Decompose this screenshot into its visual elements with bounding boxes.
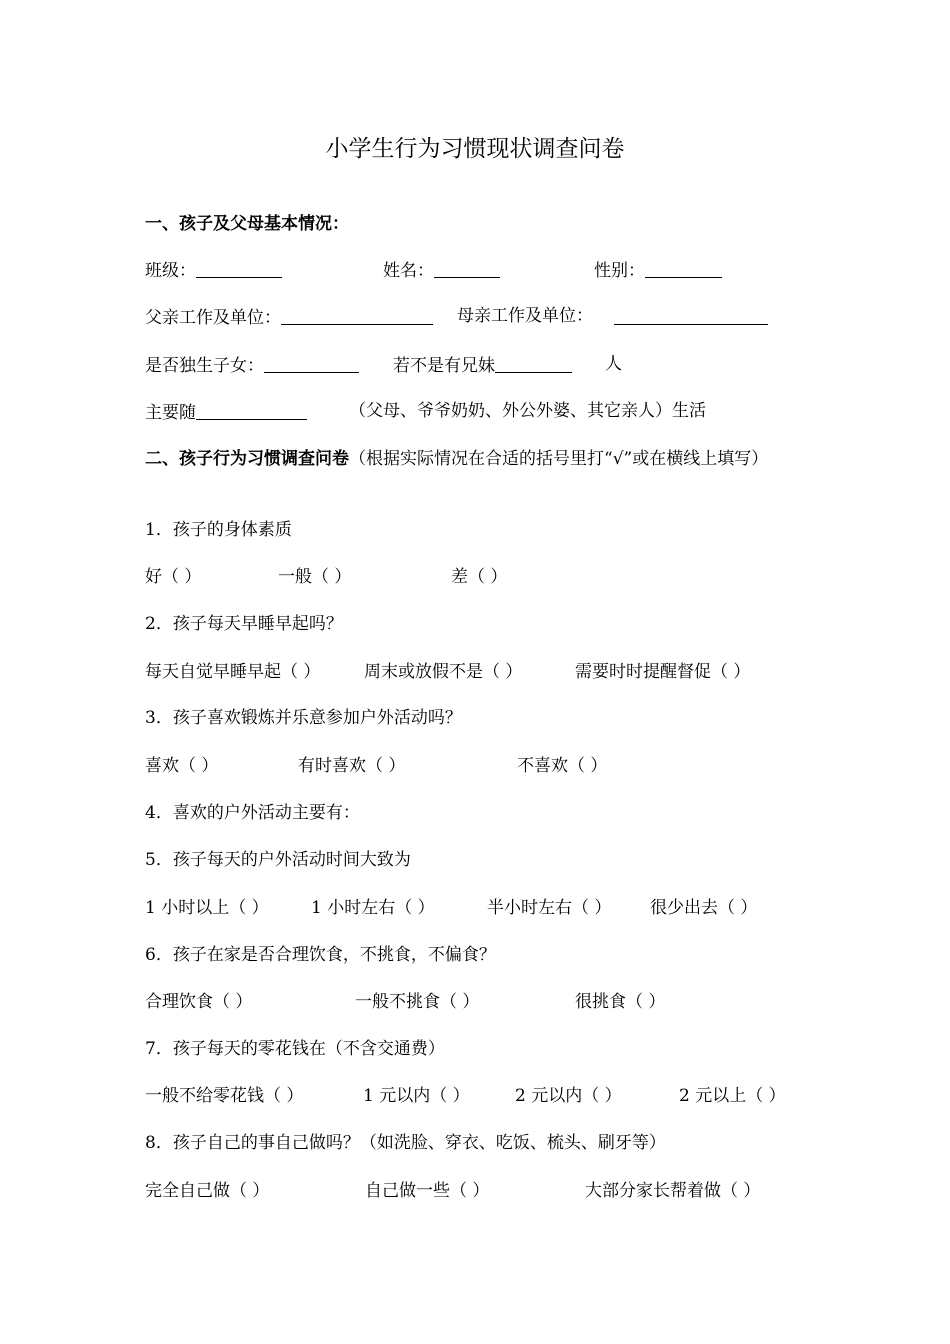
question-5-options xyxy=(145,895,845,921)
question-6-options xyxy=(145,989,845,1015)
question-7-options xyxy=(145,1083,845,1109)
question-8-options xyxy=(145,1178,845,1204)
section2-heading: 二、孩子行为习惯调查问卷 xyxy=(145,449,349,469)
question-3: 3．孩子喜欢锻炼并乐意参加户外活动吗？ xyxy=(145,708,462,728)
siblings-field[interactable] xyxy=(495,353,572,373)
q5-option-half-hour[interactable]: 半小时左右（ ） xyxy=(487,898,612,918)
q7-option-under-2[interactable]: 2 元以内（ ） xyxy=(515,1086,622,1106)
q8-option-parents-help[interactable]: 大部分家长帮着做（ ） xyxy=(585,1181,761,1201)
name-field[interactable] xyxy=(434,258,500,278)
question-1-options xyxy=(145,564,845,590)
only-child-row xyxy=(145,351,845,377)
q3-option-like[interactable]: 喜欢（ ） xyxy=(145,756,219,776)
live-with-label: 主要随 xyxy=(145,403,196,423)
section1-heading: 一、孩子及父母基本情况： xyxy=(145,214,349,234)
class-field[interactable] xyxy=(196,258,282,278)
live-with-row xyxy=(145,398,845,424)
question-6: 6．孩子在家是否合理饮食，不挑食，不偏食？ xyxy=(145,945,496,965)
question-7: 7．孩子每天的零花钱在（不含交通费） xyxy=(145,1039,445,1059)
siblings-unit: 人 xyxy=(605,354,622,374)
q2-option-self[interactable]: 每天自觉早睡早起（ ） xyxy=(145,662,321,682)
q6-option-not-picky[interactable]: 一般不挑食（ ） xyxy=(355,992,480,1012)
live-with-field[interactable] xyxy=(196,400,307,420)
q8-option-some-self[interactable]: 自己做一些（ ） xyxy=(365,1181,490,1201)
parents-work-row xyxy=(145,303,845,329)
siblings-label: 若不是有兄妹 xyxy=(393,356,495,376)
q6-option-reasonable[interactable]: 合理饮食（ ） xyxy=(145,992,253,1012)
q1-option-good[interactable]: 好（ ） xyxy=(145,567,202,587)
question-2-options xyxy=(145,659,845,685)
live-with-options: （父母、爷爷奶奶、外公外婆、其它亲人）生活 xyxy=(349,401,706,421)
q1-option-average[interactable]: 一般（ ） xyxy=(278,567,352,587)
q7-option-under-1[interactable]: 1 元以内（ ） xyxy=(363,1086,470,1106)
q2-option-weekend[interactable]: 周末或放假不是（ ） xyxy=(364,662,523,682)
q6-option-very-picky[interactable]: 很挑食（ ） xyxy=(575,992,666,1012)
page-title: 小学生行为习惯现状调查问卷 xyxy=(325,136,625,162)
question-3-options xyxy=(145,753,845,779)
q5-option-rarely[interactable]: 很少出去（ ） xyxy=(650,898,758,918)
class-label: 班级： xyxy=(145,261,196,281)
q7-option-none[interactable]: 一般不给零花钱（ ） xyxy=(145,1086,304,1106)
name-label: 姓名： xyxy=(383,261,434,281)
q3-option-sometimes[interactable]: 有时喜欢（ ） xyxy=(298,756,406,776)
question-2: 2．孩子每天早睡早起吗？ xyxy=(145,614,343,634)
only-child-field[interactable] xyxy=(264,353,359,373)
father-work-field[interactable] xyxy=(281,305,433,325)
q3-option-dislike[interactable]: 不喜欢（ ） xyxy=(517,756,608,776)
section2-instruction: （根据实际情况在合适的括号里打“√”或在横线上填写） xyxy=(349,449,769,469)
question-8: 8．孩子自己的事自己做吗？（如洗脸、穿衣、吃饭、梳头、刷牙等） xyxy=(145,1133,666,1153)
father-work-label: 父亲工作及单位： xyxy=(145,308,281,328)
mother-work-label: 母亲工作及单位： xyxy=(457,306,593,326)
q2-option-remind[interactable]: 需要时时提醒督促（ ） xyxy=(575,662,751,682)
basic-info-row xyxy=(145,256,845,282)
mother-work-field[interactable] xyxy=(614,305,768,325)
question-4: 4．喜欢的户外活动主要有： xyxy=(145,803,360,823)
q5-option-over-1h[interactable]: 1 小时以上（ ） xyxy=(145,898,269,918)
q7-option-over-2[interactable]: 2 元以上（ ） xyxy=(679,1086,786,1106)
section2-heading-block xyxy=(145,446,815,472)
gender-label: 性别： xyxy=(594,261,645,281)
question-1: 1．孩子的身体素质 xyxy=(145,520,292,540)
q8-option-all-self[interactable]: 完全自己做（ ） xyxy=(145,1181,270,1201)
q1-option-poor[interactable]: 差（ ） xyxy=(451,567,508,587)
gender-field[interactable] xyxy=(645,258,722,278)
question-5: 5．孩子每天的户外活动时间大致为 xyxy=(145,850,411,870)
only-child-label: 是否独生子女： xyxy=(145,356,264,376)
q5-option-about-1h[interactable]: 1 小时左右（ ） xyxy=(311,898,435,918)
